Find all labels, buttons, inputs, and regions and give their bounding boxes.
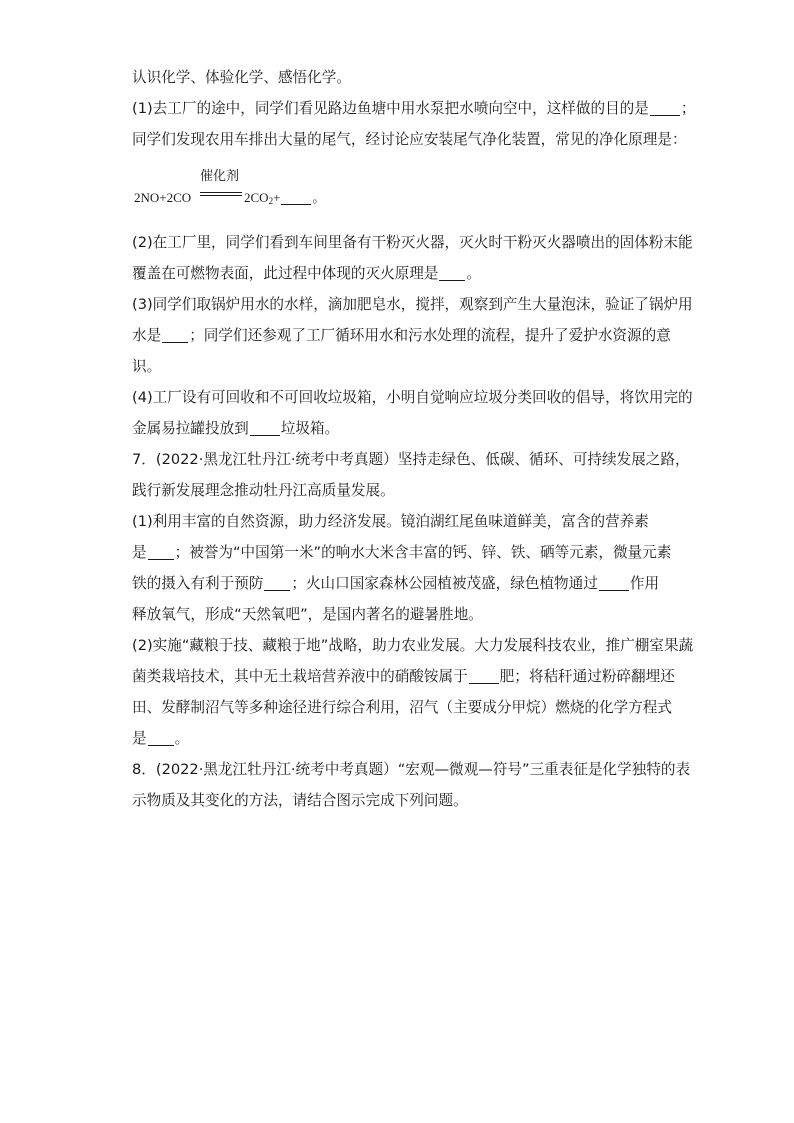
q7-part1-line1: (1)利用丰富的自然资源，助力经济发展。镜泊湖红尾鱼味道鲜美，富含的营养素 (132, 513, 649, 530)
equation-equals-sign (200, 192, 242, 196)
answer-blank[interactable] (148, 543, 174, 560)
q7-part1-line3: 铁的摄入有利于预防 ；火山口国家森林公园植被茂盛，绿色植物通过 作用 (132, 575, 660, 592)
q6-part1-line2: 同学们发现农用车排出大量的尾气，经讨论应安装尾气净化装置，常见的净化原理是： (132, 131, 687, 148)
q6-part1-line1: (1)去工厂的途中，同学们看见路边鱼塘中用水泵把水喷向空中，这样做的目的是 ； (132, 100, 696, 117)
q6-part3-line2: 水是 ；同学们还参观了工厂循环用水和污水处理的流程，提升了爱护水资源的意 (132, 327, 671, 344)
answer-blank[interactable] (148, 729, 174, 746)
q6-part3-line3: 识。 (132, 358, 162, 375)
equation-reactants: 2NO+2CO (134, 190, 192, 205)
equation-products: $2CO_2+$ 。 (244, 190, 326, 206)
q6-part4-line2: 金属易拉罐投放到 垃圾箱。 (132, 420, 340, 437)
q6-part2-line1: (2)在工厂里，同学们看到车间里备有干粉灭火器，灭火时干粉灭火器喷出的固体粉末能 (132, 234, 693, 251)
answer-blank[interactable] (650, 99, 680, 116)
q7-part2-line4: 是 。 (132, 730, 190, 747)
q7-part2-line3: 田、发酵制沼气等多种途径进行综合利用，沼气（主要成分甲烷）燃烧的化学方程式 (132, 699, 672, 716)
q6-part4-line1: (4)工厂设有可回收和不可回收垃圾箱，小明自觉响应垃圾分类回收的倡导，将饮用完的 (132, 389, 693, 406)
answer-blank[interactable] (264, 574, 290, 591)
q8-heading-line2: 示物质及其变化的方法，请结合图示完成下列问题。 (132, 792, 468, 809)
answer-blank[interactable] (469, 667, 499, 684)
q8-heading-line1: 8．(2022·黑龙江牡丹江·统考中考真题）“宏观—微观—符号”三重表征是化学独特的表 (132, 761, 691, 778)
q7-part2-line1: (2)实施“藏粮于技、藏粮于地”战略，助力农业发展。大力发展科技农业，推广棚室果蔬 (132, 637, 694, 654)
q7-part2-line2: 菌类栽培技术，其中无土栽培营养液中的硝酸铵属于 肥；将秸秆通过粉碎翻埋还 (132, 668, 675, 685)
answer-blank[interactable] (599, 574, 629, 591)
chemical-equation (132, 159, 672, 213)
answer-blank[interactable] (281, 188, 311, 205)
q6-part2-line2: 覆盖在可燃物表面，此过程中体现的灭火原理是 。 (132, 265, 482, 282)
answer-blank[interactable] (439, 264, 465, 281)
intro-line: 认识化学、体验化学、感悟化学。 (132, 69, 351, 86)
q6-part3-line1: (3)同学们取锅炉用水的水样，滴加肥皂水，搅拌，观察到产生大量泡沫，验证了锅炉用 (132, 296, 693, 313)
q7-part1-line2: 是 ；被誉为“中国第一米”的响水大米含丰富的钙、锌、铁、硒等元素，微量元素 (132, 544, 672, 561)
equation-catalyst-label: 催化剂 (200, 169, 240, 184)
question-content (132, 62, 696, 816)
q7-heading-line2: 践行新发展理念推动牡丹江高质量发展。 (132, 482, 395, 499)
answer-blank[interactable] (162, 326, 188, 343)
answer-blank[interactable] (250, 419, 280, 436)
q7-part1-line4: 释放氧气，形成“天然氧吧”，是国内著名的避暑胜地。 (132, 606, 483, 623)
q7-heading-line1: 7．(2022·黑龙江牡丹江·统考中考真题）坚持走绿色、低碳、循环、可持续发展之路， (132, 451, 690, 468)
